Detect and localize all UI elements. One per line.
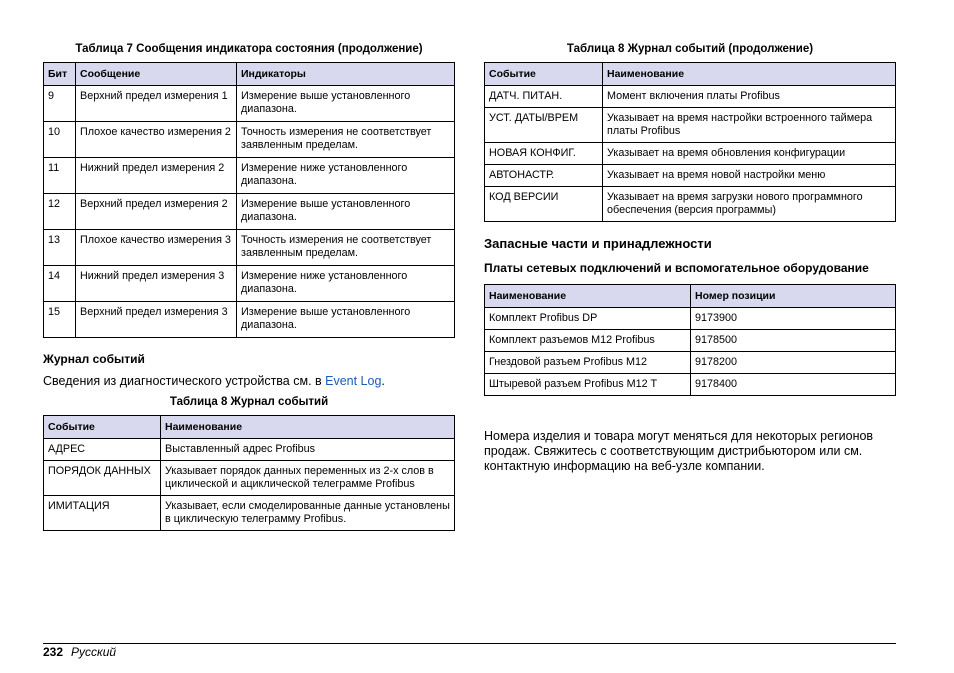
footer-language: Русский (71, 645, 117, 659)
parts-cell: Комплект Profibus DP (485, 308, 691, 330)
table8cont (484, 62, 896, 222)
table8cont-cell: НОВАЯ КОНФИГ. (485, 143, 603, 165)
page-number: 232 (43, 645, 64, 659)
table7-cell: Верхний предел измерения 2 (76, 194, 237, 230)
table8cont-cell: ДАТЧ. ПИТАН. (485, 86, 603, 108)
table7-cell: Измерение ниже установленного диапазона. (237, 266, 455, 302)
parts-header-number: Номер позиции (691, 285, 896, 308)
table7-header-message: Сообщение (76, 63, 237, 86)
table7-cell: 15 (44, 302, 76, 338)
event-log-link[interactable]: Event Log (325, 374, 382, 388)
table7-cell: Измерение выше установленного диапазона. (237, 194, 455, 230)
table8 (43, 415, 455, 531)
table-row (485, 330, 896, 352)
table8cont-cell: Указывает на время настройки встроенного таймера платы Profibus (603, 108, 896, 143)
parts-cell: Штыревой разъем Profibus M12 T (485, 374, 691, 396)
table-row (44, 194, 455, 230)
parts-cell: Гнездовой разъем Profibus M12 (485, 352, 691, 374)
table7-cell: 13 (44, 230, 76, 266)
left-column (43, 42, 455, 531)
table7-caption: Таблица 7 Сообщения индикатора состояния (продолжение) (75, 43, 423, 55)
parts-header-row (485, 285, 896, 308)
table7-cell: Измерение ниже установленного диапазона. (237, 158, 455, 194)
table8cont-cell: КОД ВЕРСИИ (485, 187, 603, 222)
table-row (485, 86, 896, 108)
table8-cell: ИМИТАЦИЯ (44, 496, 161, 531)
table8-header-row (44, 416, 455, 439)
table-row (485, 108, 896, 143)
table8cont-cell: Указывает на время загрузки нового программного обеспечения (версия программы) (603, 187, 896, 222)
table7-cell: 10 (44, 122, 76, 158)
table7-cell: Точность измерения не соответствует заявленным пределам. (237, 122, 455, 158)
table-row (485, 187, 896, 222)
parts-cell: Комплект разъемов M12 Profibus (485, 330, 691, 352)
parts-table (484, 284, 896, 396)
table8cont-caption: Таблица 8 Журнал событий (продолжение) (566, 43, 814, 55)
table7-cell: Измерение выше установленного диапазона. (237, 302, 455, 338)
table-row (44, 302, 455, 338)
event-log-text-before: Сведения из диагностического устройства см. в (43, 374, 326, 388)
parts-note: Номера изделия и товара могут меняться для некоторых регионов продаж. Свяжитесь с соответствующим дистрибьютором или см. контактную информацию на веб-узле компании. (484, 429, 874, 473)
table8cont-header-name: Наименование (603, 63, 896, 86)
table8cont-cell: Момент включения платы Profibus (603, 86, 896, 108)
table8cont-cell: УСТ. ДАТЫ/ВРЕМ (485, 108, 603, 143)
parts-cell: 9178400 (691, 374, 896, 396)
table8cont-cell: Указывает на время новой настройки меню (603, 165, 896, 187)
table7-cell: Точность измерения не соответствует заявленным пределам. (237, 230, 455, 266)
table-row (485, 143, 896, 165)
table8-header-name: Наименование (161, 416, 455, 439)
footer (43, 645, 116, 659)
table-row (485, 165, 896, 187)
table8cont-cell: АВТОНАСТР. (485, 165, 603, 187)
table-row (44, 86, 455, 122)
table7-cell: Верхний предел измерения 1 (76, 86, 237, 122)
table7 (43, 62, 455, 338)
table-row (485, 352, 896, 374)
table7-cell: Плохое качество измерения 3 (76, 230, 237, 266)
table-row (44, 439, 455, 461)
parts-header-name: Наименование (485, 285, 691, 308)
parts-cell: 9178500 (691, 330, 896, 352)
table-row (44, 230, 455, 266)
table7-cell: 11 (44, 158, 76, 194)
parts-cell: 9173900 (691, 308, 896, 330)
table8-cell: АДРЕС (44, 439, 161, 461)
table7-cell: 12 (44, 194, 76, 230)
table7-cell: 9 (44, 86, 76, 122)
table-row (44, 496, 455, 531)
table7-cell: Плохое качество измерения 2 (76, 122, 237, 158)
table-row (44, 158, 455, 194)
table8-cell: Указывает порядок данных переменных из 2-х слов в циклической и ациклической телеграмме Profibus (161, 461, 455, 496)
table7-cell: Нижний предел измерения 2 (76, 158, 237, 194)
table7-header-indicators: Индикаторы (237, 63, 455, 86)
table-row (44, 122, 455, 158)
table-row (44, 266, 455, 302)
table7-cell: 14 (44, 266, 76, 302)
right-column (484, 42, 896, 480)
table8-caption: Таблица 8 Журнал событий (169, 396, 329, 408)
footer-divider (43, 643, 896, 644)
event-log-heading: Журнал событий (43, 352, 145, 366)
parts-subheading: Платы сетевых подключений и вспомогательное оборудование (484, 261, 869, 275)
table8-cell: ПОРЯДОК ДАННЫХ (44, 461, 161, 496)
table7-cell: Нижний предел измерения 3 (76, 266, 237, 302)
table7-cell: Измерение выше установленного диапазона. (237, 86, 455, 122)
table7-header-row (44, 63, 455, 86)
parts-cell: 9178200 (691, 352, 896, 374)
table8-header-event: Событие (44, 416, 161, 439)
table8cont-header-row (485, 63, 896, 86)
table8cont-header-event: Событие (485, 63, 603, 86)
table8-cell: Указывает, если смоделированные данные установлены в циклическую телеграмму Profibus. (161, 496, 455, 531)
table8-cell: Выставленный адрес Profibus (161, 439, 455, 461)
table-row (485, 374, 896, 396)
table7-cell: Верхний предел измерения 3 (76, 302, 237, 338)
table7-header-bit: Бит (44, 63, 76, 86)
table-row (44, 461, 455, 496)
table-row (485, 308, 896, 330)
event-log-text-after: . (381, 374, 385, 388)
table8cont-cell: Указывает на время обновления конфигурации (603, 143, 896, 165)
parts-heading: Запасные части и принадлежности (484, 236, 712, 251)
event-log-text (43, 374, 455, 389)
